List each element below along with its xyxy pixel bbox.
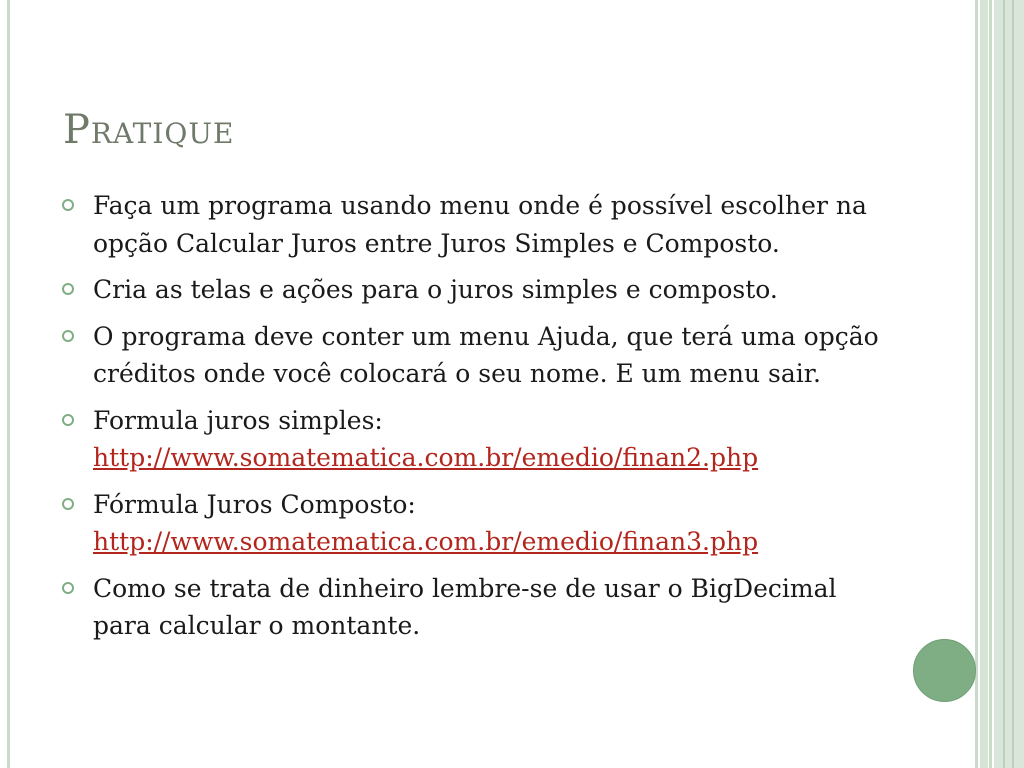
- left-border-line: [7, 0, 10, 768]
- right-stripe-5: [1012, 0, 1014, 768]
- bullet-list: [60, 187, 880, 654]
- bullet-text: Como se trata de dinheiro lembre-se de usar o BigDecimal para calcular o montante.: [93, 573, 837, 640]
- ring-bullet-icon: [62, 199, 74, 211]
- bullet-text: Formula juros simples:: [93, 405, 383, 435]
- decorative-circle-icon: [913, 639, 976, 702]
- bullet-item: [60, 486, 880, 561]
- bullet-text: Cria as telas e ações para o juros simples e composto.: [93, 275, 778, 304]
- right-stripe-1: [975, 0, 978, 768]
- bullet-item: [60, 187, 880, 262]
- bullet-item: [60, 271, 880, 309]
- right-stripe-3: [989, 0, 992, 768]
- ring-bullet-icon: [62, 330, 74, 342]
- bullet-text: Faça um programa usando menu onde é possível escolher na opção Calcular Juros entre Juros Simples e Composto.: [93, 191, 867, 258]
- right-stripe-band: [994, 0, 1024, 768]
- ring-bullet-icon: [62, 414, 74, 426]
- bullet-item: [60, 570, 880, 645]
- ring-bullet-icon: [62, 283, 74, 295]
- juros-simples-link[interactable]: http://www.somatematica.com.br/emedio/finan2.php: [93, 443, 759, 472]
- slide-title: Pratique: [63, 107, 235, 153]
- bullet-item: [60, 402, 880, 477]
- ring-bullet-icon: [62, 582, 74, 594]
- bullet-text: Fórmula Juros Composto:: [93, 489, 416, 519]
- bullet-text: O programa deve conter um menu Ajuda, que terá uma opção créditos onde você colocará o seu nome. E um menu sair.: [93, 321, 879, 388]
- right-stripe-4: [1003, 0, 1005, 768]
- right-stripe-2: [980, 0, 988, 768]
- juros-composto-link[interactable]: http://www.somatematica.com.br/emedio/finan3.php: [93, 527, 759, 556]
- bullet-item: [60, 318, 880, 393]
- ring-bullet-icon: [62, 498, 74, 510]
